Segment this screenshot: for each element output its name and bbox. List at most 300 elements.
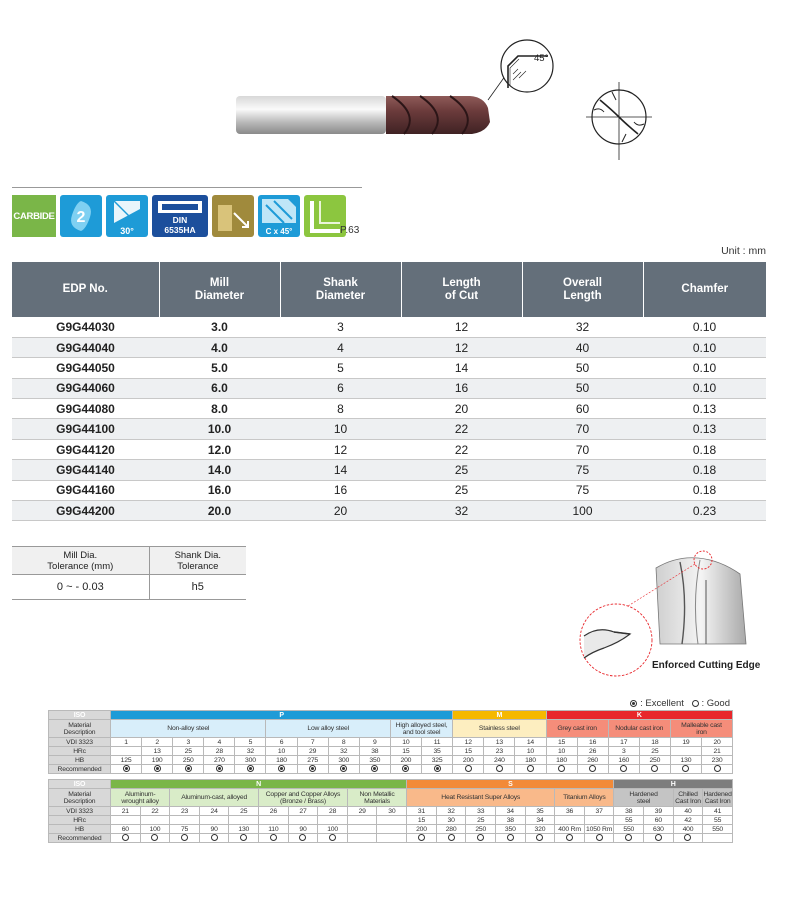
length-of-cut-cell: 12	[401, 317, 522, 337]
svg-text:6535HA: 6535HA	[164, 225, 196, 235]
good-icon	[651, 765, 658, 772]
shank-diameter-cell: 10	[280, 419, 401, 439]
recommended-cell	[577, 765, 608, 774]
recommended-cell	[318, 834, 348, 843]
edge-caption: Enforced Cutting Edge	[652, 660, 761, 671]
hrc-cell: 38	[496, 816, 526, 825]
iso-group-cell: S	[407, 780, 614, 789]
hb-cell: 200	[453, 756, 484, 765]
material-description-cell: Stainless steel	[453, 720, 546, 738]
row-label: ISO	[49, 780, 111, 789]
good-icon	[181, 834, 188, 841]
hb-cell: 60	[111, 825, 141, 834]
recommended-cell	[204, 765, 235, 774]
excellent-icon	[216, 765, 223, 772]
overall-length-cell: 100	[522, 501, 643, 521]
shank-diameter-cell: 20	[280, 501, 401, 521]
overall-length-cell: 32	[522, 317, 643, 337]
feature-icon-strip	[12, 187, 362, 239]
hrc-cell	[555, 816, 585, 825]
hb-cell: 275	[297, 756, 328, 765]
chamfer-cell: 0.18	[643, 439, 766, 459]
hrc-cell: 38	[359, 747, 390, 756]
svg-text:DIN: DIN	[172, 215, 188, 225]
edp-cell: G9G44160	[12, 480, 159, 500]
recommended-cell	[170, 834, 200, 843]
hb-cell: 320	[525, 825, 555, 834]
recommendation-legend	[630, 698, 730, 709]
recommended-cell	[173, 765, 204, 774]
material-description-cell: Chilled Cast Iron	[675, 790, 701, 805]
legend-good: : Good	[701, 698, 730, 709]
vdi-cell: 25	[229, 807, 259, 816]
col-mill-diameter: Mill Diameter	[159, 262, 280, 317]
end-mill-drawing	[0, 0, 800, 180]
material-description-cell: Copper and Copper Alloys (Bronze / Brass)	[259, 789, 348, 807]
recommended-cell	[421, 765, 452, 774]
vdi-cell: 21	[111, 807, 141, 816]
hrc-cell: 32	[235, 747, 266, 756]
hb-cell: 100	[318, 825, 348, 834]
col-length-of-cut: Length of Cut	[401, 262, 522, 317]
good-icon	[507, 834, 514, 841]
chamfer-angle-label: 45°	[534, 53, 549, 64]
vdi-cell: 41	[703, 807, 733, 816]
recommended-cell	[390, 765, 421, 774]
overall-length-cell: 50	[522, 358, 643, 378]
row-label: Recommended	[49, 765, 111, 774]
good-icon	[122, 834, 129, 841]
hrc-cell: 25	[639, 747, 670, 756]
material-description-cell: Non-alloy steel	[111, 720, 266, 738]
vdi-cell: 28	[318, 807, 348, 816]
table-row	[12, 460, 766, 480]
mill-diameter-cell: 16.0	[159, 480, 280, 500]
edp-cell: G9G44120	[12, 439, 159, 459]
vdi-cell: 13	[484, 738, 515, 747]
edp-cell: G9G44080	[12, 399, 159, 419]
good-icon	[527, 765, 534, 772]
edp-cell: G9G44040	[12, 337, 159, 357]
length-of-cut-cell: 12	[401, 337, 522, 357]
hrc-cell: 25	[466, 816, 496, 825]
mill-diameter-cell: 5.0	[159, 358, 280, 378]
length-of-cut-cell: 25	[401, 480, 522, 500]
recommended-cell	[673, 834, 703, 843]
vdi-cell: 7	[297, 738, 328, 747]
material-description-cell: Grey cast iron	[546, 720, 608, 738]
hrc-cell: 30	[436, 816, 466, 825]
carbide-badge	[12, 195, 56, 237]
table-row	[12, 501, 766, 521]
tolerance-icon	[212, 195, 254, 237]
hb-cell: 110	[259, 825, 289, 834]
row-label: Recommended	[49, 834, 111, 843]
hb-cell: 90	[199, 825, 229, 834]
chamfer-cell: 0.10	[643, 378, 766, 398]
recommended-cell	[453, 765, 484, 774]
hb-cell: 300	[328, 756, 359, 765]
shank-tolerance-value: h5	[149, 575, 246, 600]
overall-length-cell: 40	[522, 337, 643, 357]
vdi-cell: 38	[614, 807, 644, 816]
vdi-cell: 27	[288, 807, 318, 816]
vdi-cell: 30	[377, 807, 407, 816]
recommended-cell	[703, 834, 733, 843]
vdi-cell: 36	[555, 807, 585, 816]
good-icon	[329, 834, 336, 841]
length-of-cut-cell: 20	[401, 399, 522, 419]
excellent-icon	[340, 765, 347, 772]
good-icon	[566, 834, 573, 841]
row-label: Material Description	[49, 720, 111, 738]
hrc-cell	[111, 816, 141, 825]
hb-cell: 75	[170, 825, 200, 834]
hb-cell: 350	[359, 756, 390, 765]
good-icon	[477, 834, 484, 841]
good-icon	[596, 834, 603, 841]
mill-diameter-cell: 8.0	[159, 399, 280, 419]
good-icon	[465, 765, 472, 772]
mill-diameter-cell: 20.0	[159, 501, 280, 521]
material-description-cell: Titanium Alloys	[555, 789, 614, 807]
chamfer-cell: 0.13	[643, 419, 766, 439]
hb-cell: 180	[546, 756, 577, 765]
col-overall-length: Overall Length	[522, 262, 643, 317]
hb-row	[49, 756, 733, 765]
end-mill-end-view	[586, 82, 652, 160]
hrc-cell: 3	[608, 747, 639, 756]
shank-diameter-cell: 16	[280, 480, 401, 500]
shank-diameter-cell: 6	[280, 378, 401, 398]
hb-cell: 200	[390, 756, 421, 765]
vdi-cell: 4	[204, 738, 235, 747]
vdi-cell: 11	[421, 738, 452, 747]
hb-cell: 325	[421, 756, 452, 765]
vdi-cell: 34	[496, 807, 526, 816]
vdi-cell: 33	[466, 807, 496, 816]
col-shank-diameter: Shank Diameter	[280, 262, 401, 317]
hb-cell: 1050 Rm	[586, 825, 613, 833]
material-description-cell: Heat Resistant Super Alloys	[407, 789, 555, 807]
good-icon	[448, 834, 455, 841]
hrc-cell	[199, 816, 229, 825]
vdi-cell: 20	[701, 738, 732, 747]
recommended-cell	[670, 765, 701, 774]
recommended-cell	[199, 834, 229, 843]
hb-cell: 260	[577, 756, 608, 765]
excellent-icon	[185, 765, 192, 772]
recommended-cell	[359, 765, 390, 774]
excellent-icon	[309, 765, 316, 772]
good-icon	[270, 834, 277, 841]
row-label: VDI 3323	[49, 807, 111, 816]
iso-group-cell: H	[614, 780, 732, 789]
vdi-cell: 26	[259, 807, 289, 816]
two-flutes-icon	[60, 195, 102, 237]
length-of-cut-cell: 22	[401, 419, 522, 439]
hb-cell: 300	[235, 756, 266, 765]
hb-cell: 230	[701, 756, 732, 765]
col-chamfer: Chamfer	[643, 262, 766, 317]
length-of-cut-cell: 16	[401, 378, 522, 398]
shank-diameter-cell: 3	[280, 317, 401, 337]
good-icon	[418, 834, 425, 841]
hrc-cell	[140, 816, 170, 825]
length-of-cut-cell: 14	[401, 358, 522, 378]
hrc-cell	[377, 816, 407, 825]
hb-cell: 250	[466, 825, 496, 834]
iso-row	[49, 780, 733, 789]
icon-page-ref: P.63	[340, 225, 360, 236]
vdi-cell: 15	[546, 738, 577, 747]
enforced-cutting-edge-drawing	[570, 540, 790, 680]
mill-diameter-cell: 12.0	[159, 439, 280, 459]
hb-cell: 630	[644, 825, 674, 834]
vdi-cell: 5	[235, 738, 266, 747]
recommended-cell	[614, 834, 644, 843]
recommended-cell	[347, 834, 377, 843]
mill-diameter-cell: 10.0	[159, 419, 280, 439]
material-table-bottom	[48, 779, 733, 843]
mill-diameter-cell: 14.0	[159, 460, 280, 480]
hrc-cell: 21	[701, 747, 732, 756]
hb-cell: 550	[614, 825, 644, 834]
hrc-cell: 34	[525, 816, 555, 825]
hrc-cell: 55	[614, 816, 644, 825]
recommended-cell	[140, 834, 170, 843]
vdi-cell: 40	[673, 807, 703, 816]
hb-cell: 130	[229, 825, 259, 834]
recommended-cell	[525, 834, 555, 843]
hrc-cell	[170, 816, 200, 825]
hrc-cell	[111, 747, 142, 756]
iso-row	[49, 711, 733, 720]
recommended-cell	[111, 834, 141, 843]
good-icon	[299, 834, 306, 841]
shank-diameter-cell: 8	[280, 399, 401, 419]
excellent-icon	[154, 765, 161, 772]
shank-tolerance-header: Shank Dia. Tolerance	[149, 547, 246, 575]
chamfer-cell: 0.18	[643, 480, 766, 500]
good-icon	[211, 834, 218, 841]
spec-table	[12, 262, 766, 521]
good-icon	[558, 765, 565, 772]
good-icon	[620, 765, 627, 772]
chamfer-cell: 0.10	[643, 337, 766, 357]
chamfer-cell: 0.10	[643, 317, 766, 337]
recommended-cell	[639, 765, 670, 774]
recommended-cell	[608, 765, 639, 774]
vdi-row	[49, 738, 733, 747]
hb-cell	[377, 825, 407, 834]
good-icon	[714, 765, 721, 772]
recommended-cell	[644, 834, 674, 843]
hrc-cell: 10	[515, 747, 546, 756]
hrc-cell: 10	[266, 747, 297, 756]
vdi-cell: 31	[407, 807, 437, 816]
description-row	[49, 720, 733, 738]
hb-cell: 550	[703, 825, 733, 834]
hrc-cell: 10	[546, 747, 577, 756]
hb-cell: 130	[670, 756, 701, 765]
recommended-cell	[546, 765, 577, 774]
hrc-row	[49, 816, 733, 825]
recommended-cell	[584, 834, 614, 843]
hrc-cell	[670, 747, 701, 756]
hrc-cell: 29	[297, 747, 328, 756]
recommended-row	[49, 765, 733, 774]
hrc-cell	[347, 816, 377, 825]
recommended-cell	[328, 765, 359, 774]
vdi-cell: 19	[670, 738, 701, 747]
good-icon	[684, 834, 691, 841]
chamfer-cell: 0.18	[643, 460, 766, 480]
vdi-cell: 18	[639, 738, 670, 747]
vdi-row	[49, 807, 733, 816]
material-description-cell: High alloyed steel, and tool steel	[390, 720, 452, 738]
edp-cell: G9G44060	[12, 378, 159, 398]
good-icon	[682, 765, 689, 772]
table-row	[12, 378, 766, 398]
good-icon	[655, 834, 662, 841]
hrc-cell: 15	[390, 747, 421, 756]
shank-diameter-cell: 4	[280, 337, 401, 357]
vdi-cell: 14	[515, 738, 546, 747]
vdi-cell: 32	[436, 807, 466, 816]
chamfer-cell: 0.13	[643, 399, 766, 419]
material-table-top	[48, 710, 733, 774]
chamfer-cell: 0.10	[643, 358, 766, 378]
recommended-cell	[288, 834, 318, 843]
shank-diameter-cell: 12	[280, 439, 401, 459]
excellent-icon	[630, 700, 637, 707]
iso-group-cell: P	[111, 711, 453, 720]
vdi-cell: 1	[111, 738, 142, 747]
hrc-row	[49, 747, 733, 756]
table-row	[12, 317, 766, 337]
flute-count: 2	[76, 209, 86, 226]
recommended-row	[49, 834, 733, 843]
row-label: VDI 3323	[49, 738, 111, 747]
recommended-cell	[377, 834, 407, 843]
hrc-cell	[229, 816, 259, 825]
end-mill-side-view	[236, 96, 490, 134]
good-icon	[240, 834, 247, 841]
hrc-cell	[584, 816, 614, 825]
excellent-icon	[434, 765, 441, 772]
material-description-cell: Nodular cast iron	[608, 720, 670, 738]
vdi-cell: 2	[142, 738, 173, 747]
vdi-cell: 3	[173, 738, 204, 747]
recommended-cell	[496, 834, 526, 843]
chamfer-icon	[258, 195, 300, 237]
hb-cell: 190	[142, 756, 173, 765]
edp-cell: G9G44100	[12, 419, 159, 439]
material-description-cell: Low alloy steel	[266, 720, 390, 738]
hb-cell: 270	[204, 756, 235, 765]
material-description-cell: Aluminum- wrought alloy	[111, 789, 170, 807]
hrc-cell: 13	[142, 747, 173, 756]
overall-length-cell: 60	[522, 399, 643, 419]
helix-angle-label: 30°	[120, 226, 134, 236]
hb-cell: 250	[639, 756, 670, 765]
vdi-cell: 37	[584, 807, 614, 816]
vdi-cell: 12	[453, 738, 484, 747]
edp-cell: G9G44200	[12, 501, 159, 521]
hb-cell: 400	[673, 825, 703, 834]
row-label: HRc	[49, 816, 111, 825]
carbide-label: CARBIDE	[13, 210, 55, 222]
recommended-cell	[515, 765, 546, 774]
vdi-cell: 16	[577, 738, 608, 747]
vdi-cell: 39	[644, 807, 674, 816]
recommended-cell	[229, 834, 259, 843]
chamfer-detail-circle	[501, 40, 553, 92]
hb-cell: 180	[266, 756, 297, 765]
recommended-cell	[466, 834, 496, 843]
hb-cell: 200	[407, 825, 437, 834]
overall-length-cell: 70	[522, 419, 643, 439]
table-row	[12, 480, 766, 500]
material-description-cell: Hardened Cast Iron	[703, 790, 732, 805]
unit-label: Unit : mm	[721, 245, 766, 257]
vdi-cell: 29	[347, 807, 377, 816]
good-icon	[625, 834, 632, 841]
hb-cell: 160	[608, 756, 639, 765]
good-icon	[151, 834, 158, 841]
edp-cell: G9G44050	[12, 358, 159, 378]
recommended-cell	[297, 765, 328, 774]
legend-excellent: : Excellent	[640, 698, 684, 709]
recommended-cell	[436, 834, 466, 843]
mill-diameter-cell: 6.0	[159, 378, 280, 398]
overall-length-cell: 70	[522, 439, 643, 459]
vdi-cell: 9	[359, 738, 390, 747]
material-description-cell: Non Metallic Materials	[347, 789, 406, 807]
hb-cell: 280	[436, 825, 466, 834]
hrc-cell: 25	[173, 747, 204, 756]
spec-table-header	[12, 262, 766, 317]
recommended-cell	[701, 765, 732, 774]
shank-diameter-cell: 5	[280, 358, 401, 378]
good-icon	[692, 700, 699, 707]
recommended-cell	[407, 834, 437, 843]
hb-cell: 125	[111, 756, 142, 765]
hrc-cell: 35	[421, 747, 452, 756]
mill-tolerance-header: Mill Dia. Tolerance (mm)	[12, 547, 149, 575]
row-label: HB	[49, 756, 111, 765]
vdi-cell: 23	[170, 807, 200, 816]
iso-group-cell: M	[453, 711, 546, 720]
row-label: HB	[49, 825, 111, 834]
edp-cell: G9G44140	[12, 460, 159, 480]
table-row	[12, 439, 766, 459]
length-of-cut-cell: 22	[401, 439, 522, 459]
recommended-cell	[484, 765, 515, 774]
material-description-cell: Aluminum-cast, alloyed	[170, 789, 259, 807]
vdi-cell: 22	[140, 807, 170, 816]
chamfer-cell: 0.23	[643, 501, 766, 521]
description-row	[49, 789, 733, 807]
excellent-icon	[371, 765, 378, 772]
length-of-cut-cell: 32	[401, 501, 522, 521]
table-row	[12, 399, 766, 419]
tolerance-table	[12, 546, 246, 600]
recommended-cell	[259, 834, 289, 843]
iso-group-cell: K	[546, 711, 733, 720]
vdi-cell: 10	[390, 738, 421, 747]
